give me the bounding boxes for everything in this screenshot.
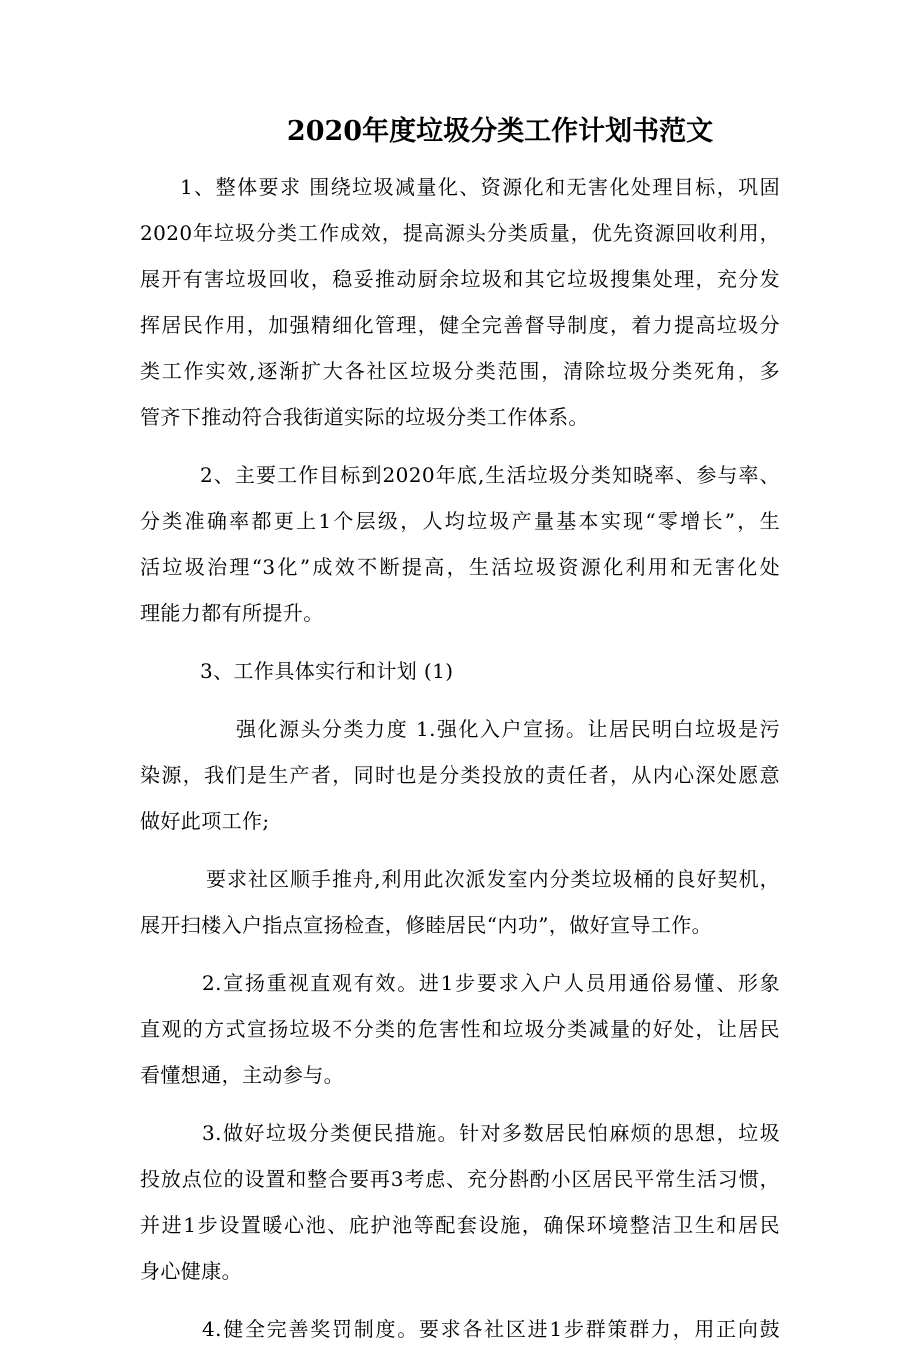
text-line: 4.健全完善奖罚制度。要求各社区进1步群策群力，用正向鼓 (202, 1317, 780, 1341)
text-line: 活垃圾治理“3化”成效不断提高，生活垃圾资源化利用和无害化处 (140, 555, 780, 579)
text-line: 2020年垃圾分类工作成效，提高源头分类质量，优先资源回收利用， (140, 221, 780, 245)
document-body (140, 164, 780, 1352)
text-line: 管齐下推动符合我街道实际的垃圾分类工作体系。 (140, 405, 589, 429)
text-line: 强化源头分类力度 1.强化入户宣扬。让居民明白垃圾是污 (236, 717, 780, 741)
text-line: 3、工作具体实行和计划 (1) (200, 659, 454, 683)
paragraph (140, 164, 780, 440)
text-line: 展开扫楼入户指点宣扬检查，修睦居民“内功”，做好宣导工作。 (140, 913, 713, 937)
paragraph (140, 452, 780, 636)
text-line: 身心健康。 (140, 1259, 242, 1283)
text-line: 展开有害垃圾回收，稳妥推动厨余垃圾和其它垃圾搜集处理，充分发 (140, 267, 780, 291)
text-line: 理能力都有所提升。 (140, 601, 324, 625)
document-title: 2020年度垃圾分类工作计划书范文 (286, 116, 714, 147)
text-line: 看懂想通，主动参与。 (140, 1063, 344, 1087)
text-line: 投放点位的设置和整合要再3考虑、充分斟酌小区居民平常生活习惯， (140, 1167, 780, 1191)
paragraph (140, 960, 780, 1098)
paragraph (140, 856, 780, 948)
text-line: 2、主要工作目标到2020年底,生活垃圾分类知晓率、参与率、 (200, 463, 780, 487)
text-line: 挥居民作用，加强精细化管理，健全完善督导制度，着力提高垃圾分 (140, 313, 780, 337)
text-line: 3.做好垃圾分类便民措施。针对多数居民怕麻烦的思想，垃圾 (202, 1121, 780, 1145)
paragraph (140, 1110, 780, 1294)
paragraph (140, 648, 780, 694)
text-line: 类工作实效,逐渐扩大各社区垃圾分类范围，清除垃圾分类死角，多 (140, 359, 780, 383)
paragraph (140, 1306, 780, 1352)
text-line: 分类准确率都更上1个层级，人均垃圾产量基本实现“零增长”，生 (140, 509, 780, 533)
text-line: 染源，我们是生产者，同时也是分类投放的责任者，从内心深处愿意 (140, 763, 780, 787)
text-line: 1、整体要求 围绕垃圾减量化、资源化和无害化处理目标，巩固 (180, 175, 780, 199)
text-line: 要求社区顺手推舟,利用此次派发室内分类垃圾桶的良好契机， (206, 867, 780, 891)
text-line: 并进1步设置暖心池、庇护池等配套设施，确保环境整洁卫生和居民 (140, 1213, 780, 1237)
text-line: 直观的方式宣扬垃圾不分类的危害性和垃圾分类减量的好处，让居民 (140, 1017, 780, 1041)
text-line: 2.宣扬重视直观有效。进1步要求入户人员用通俗易懂、形象 (202, 971, 780, 995)
text-line: 做好此项工作; (140, 809, 270, 833)
paragraph (140, 706, 780, 844)
